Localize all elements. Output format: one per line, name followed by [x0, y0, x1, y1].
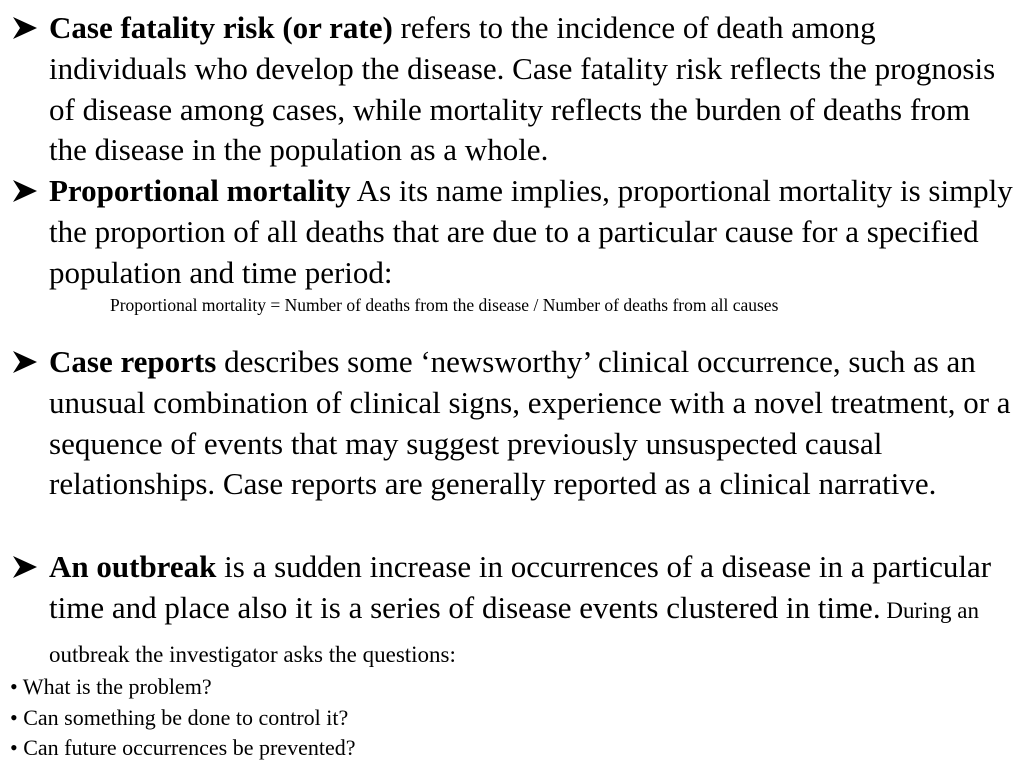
proportional-mortality-formula: Proportional mortality = Number of deaths from the disease / Number of deaths from all causes [110, 295, 779, 315]
bullet-text [49, 8, 1015, 171]
bullet-text [49, 171, 1015, 293]
bullet-term: Case reports [49, 344, 217, 379]
bullet-body: refers to the incidence of death among individuals who develop the disease. Case fatality risk reflects the prognosis of disease among cases, while mortality reflects the burden of deaths from the disease in the population as a whole. [49, 10, 996, 168]
bullet-term: Proportional mortality [49, 173, 351, 208]
arrowhead-bullet-icon [10, 8, 42, 48]
bullet-text [49, 342, 1015, 505]
arrowhead-bullet-icon [10, 342, 42, 382]
bullet-case-reports [10, 342, 1015, 505]
bullet-term: Case fatality risk (or rate) [49, 10, 393, 45]
bullet-body: is a sudden increase in occurrences of a disease in a particular time and place also it is a series of disease events clustered in time. [49, 549, 992, 625]
bullet-outbreak [10, 547, 1015, 675]
list-item: • Can future occurrences be prevented? [10, 735, 356, 760]
bullet-case-fatality-risk [10, 8, 1015, 171]
outbreak-questions-list [10, 672, 355, 764]
arrowhead-bullet-icon [10, 547, 42, 587]
arrowhead-bullet-icon [10, 171, 42, 211]
list-item: • Can something be done to control it? [10, 704, 349, 730]
bullet-term: An outbreak [49, 549, 217, 584]
bullet-body: As its name implies, proportional mortality is simply the proportion of all deaths that are due to a particular cause for a specified population and time period: [49, 173, 1013, 290]
bullet-body: describes some ‘newsworthy’ clinical occurrence, such as an unusual combination of clinical signs, experience with a novel treatment, or a sequence of events that may suggest previously unsuspected causal relationships. Case reports are generally reported as a clinical narrative. [49, 344, 1011, 502]
bullet-text [49, 547, 1015, 675]
bullet-proportional-mortality [10, 171, 1015, 293]
list-item: • What is the problem? [10, 674, 212, 699]
bullet-body-small: During an outbreak the investigator asks the questions: [49, 597, 979, 667]
